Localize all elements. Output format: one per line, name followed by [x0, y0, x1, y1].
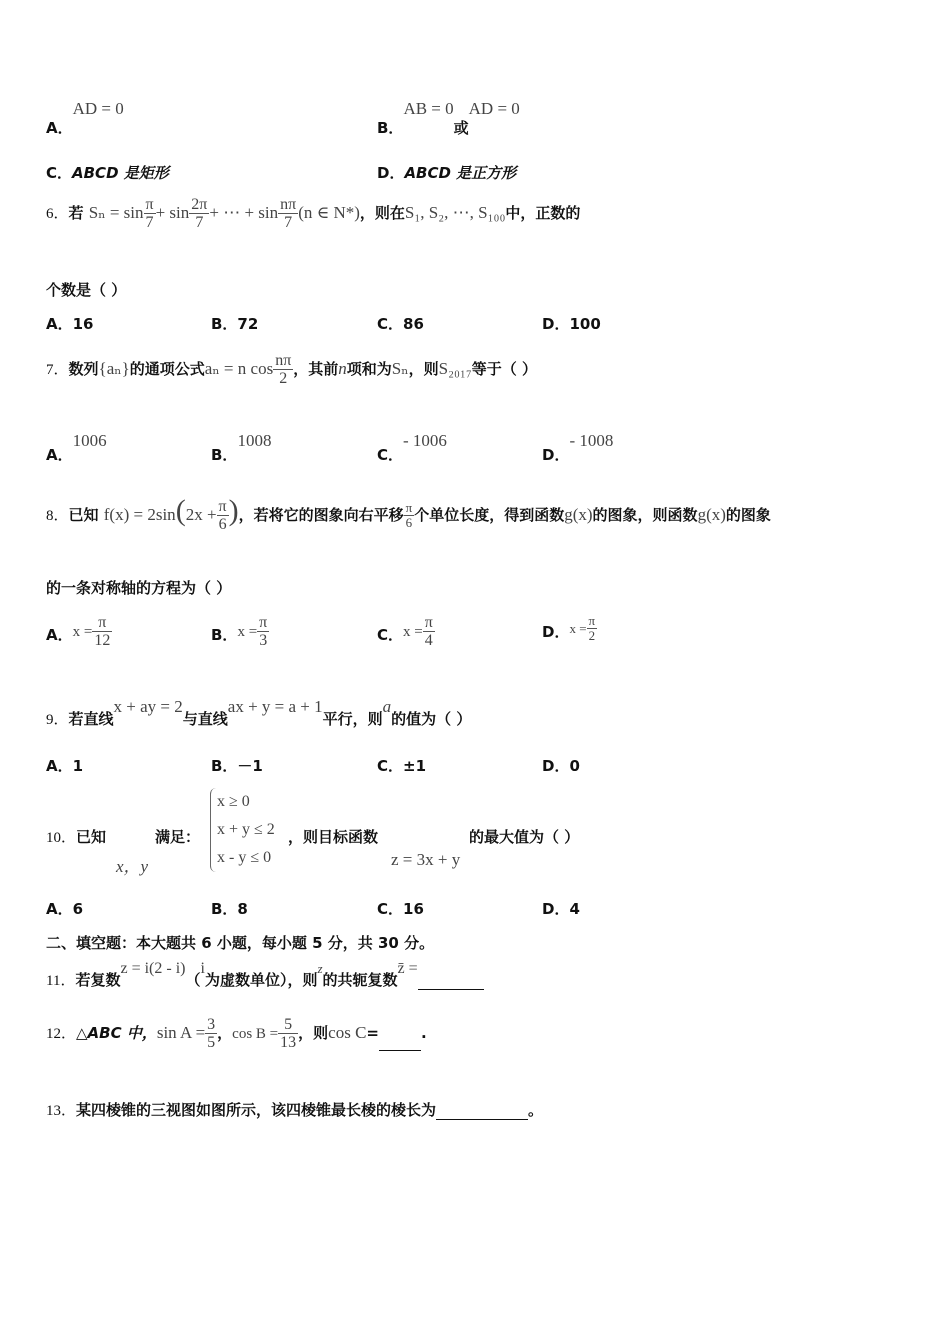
denominator: 12 [94, 632, 111, 649]
answer-blank[interactable] [436, 1101, 528, 1120]
question-number: 7． [46, 362, 69, 378]
q8-g2: g(x) [697, 505, 726, 524]
numerator: π [424, 614, 433, 631]
q6-option-c: C．86 [377, 315, 424, 333]
numerator: π [92, 614, 112, 632]
q6-frac3 [278, 196, 298, 231]
option-label: B． [377, 119, 404, 137]
q5-a-expr: AD = 0 [72, 99, 124, 118]
q7-option-a [46, 430, 107, 464]
q12-text: △ABC 中， [76, 1024, 157, 1042]
q10-option-b: B．8 [211, 900, 248, 918]
q5-option-b [377, 99, 520, 137]
q7-text: ，则 [408, 360, 439, 378]
q7-s2017: S₂₀₁₇ [438, 359, 472, 378]
q8-expr: f(x) = 2sin [103, 505, 176, 524]
option-label: C． [46, 164, 73, 182]
q6-option-b: B．72 [211, 315, 259, 333]
q12-text: ， [217, 1024, 233, 1042]
section-heading: 二、填空题：本大题共 6 小题，每小题 5 分，共 30 分。 [46, 934, 435, 952]
option-label: A． [46, 626, 73, 644]
q6-frac2 [189, 196, 209, 231]
denominator: 4 [424, 632, 433, 649]
option-value: - 1008 [569, 431, 614, 450]
q10-text-objective: ，则目标函数 [288, 828, 379, 846]
q8-option-a [46, 614, 112, 649]
q6-option-a: A．16 [46, 315, 94, 333]
numerator: π [145, 196, 154, 213]
numerator: 2π [191, 196, 208, 213]
q7-option-b [211, 430, 272, 464]
q5-option-c [46, 162, 169, 183]
option-label: D． [377, 164, 405, 182]
q7-option-d [542, 430, 614, 464]
q7-n: n [338, 359, 347, 378]
q6-middle: ，则在 [359, 204, 405, 222]
option-value: - 1006 [403, 431, 447, 450]
q12-text: = [366, 1024, 379, 1042]
numerator: nπ [280, 196, 297, 213]
question-number: 8． [46, 508, 69, 524]
answer-blank[interactable] [418, 971, 484, 990]
q7-sn: Sₙ [391, 359, 409, 378]
q5-c-text: ABCD 是矩形 [72, 164, 169, 182]
q8-option-b [211, 614, 269, 649]
q7-text: 等于（ ） [471, 360, 538, 378]
option-value: 1006 [72, 431, 107, 450]
constraint: x + y ≤ 2 [217, 821, 275, 838]
option-frac [423, 614, 435, 649]
denominator: 7 [195, 214, 204, 231]
q10-text-satisfy: 满足： [155, 828, 201, 846]
q10-vars: x，y [116, 857, 149, 876]
question-number: 11． [46, 973, 76, 989]
q11-text: 若复数 [75, 971, 121, 989]
q9-text: 平行，则 [322, 710, 383, 728]
option-label: C． [377, 626, 404, 644]
q11-i: i [200, 960, 205, 977]
option-prefix: x = [237, 624, 258, 640]
denominator: 6 [218, 516, 227, 533]
numerator: π [218, 498, 227, 515]
q9-option-c: C．±1 [377, 757, 427, 775]
q6-dots-sin: + ⋯ + sin [209, 203, 279, 222]
q6-stem-line2: 个数是（ ） [46, 281, 127, 299]
option-frac [257, 614, 269, 649]
numerator: nπ [275, 352, 292, 369]
denominator: 6 [405, 515, 413, 530]
q11-stem [46, 957, 484, 989]
q11-zbar: z̄ = [397, 960, 418, 977]
q5-d-text: ABCD 是正方形 [404, 164, 517, 182]
option-prefix: x = [72, 624, 93, 640]
numerator: 3 [207, 1016, 216, 1033]
denominator: 2 [588, 628, 596, 643]
q6-stem [46, 196, 580, 231]
q9-stem [46, 696, 472, 728]
q7-stem [46, 352, 537, 387]
q11-z: z = i(2 - i) [120, 960, 186, 977]
q8-inner: 2x + [185, 505, 217, 524]
q6-prefix: 若 [68, 204, 84, 222]
q9-option-d: D．0 [542, 757, 580, 775]
option-label: A． [46, 446, 73, 464]
q8-text: 已知 [68, 506, 99, 524]
option-value: 1008 [237, 431, 272, 450]
q11-text: （ [185, 971, 201, 989]
q8-text: 的图象，则函数 [592, 506, 698, 524]
q7-seq: {aₙ} [98, 359, 130, 378]
denominator: 3 [259, 632, 268, 649]
q9-text: 的值为（ ） [391, 710, 472, 728]
q10-system [210, 788, 275, 872]
option-label: D． [542, 623, 570, 641]
q5-b-expr1: AB = 0 [403, 99, 454, 118]
q12-sin: sin A = [156, 1023, 206, 1042]
q12-text: ，则 [298, 1024, 329, 1042]
q8-option-c [377, 614, 435, 649]
constraint: x - y ≤ 0 [217, 849, 272, 866]
option-prefix: x = [569, 621, 587, 636]
q9-line1: x + ay = 2 [113, 697, 183, 716]
q9-a: a [382, 697, 392, 716]
q5-option-d [377, 162, 516, 183]
q10-objective: z = 3x + y [391, 850, 461, 869]
q9-option-b: B．－1 [211, 757, 263, 775]
q9-text: 与直线 [182, 710, 228, 728]
numerator: π [588, 613, 596, 628]
q6-option-d: D．100 [542, 315, 601, 333]
option-label: B． [211, 626, 238, 644]
q6-expr-left: Sₙ = sin [88, 203, 144, 222]
option-label: C． [377, 446, 404, 464]
q7-frac [273, 352, 293, 387]
denominator: 5 [207, 1034, 216, 1051]
q7-text: 数列 [68, 360, 99, 378]
q6-suffix: 中，正数的 [505, 204, 581, 222]
q9-line2: ax + y = a + 1 [227, 697, 323, 716]
q13-text: 某四棱锥的三视图如图所示，该四棱锥最长棱的棱长为 [76, 1101, 437, 1119]
q8-stem [46, 494, 771, 533]
q11-text: 的共轭复数 [322, 971, 398, 989]
q10-constraints [210, 788, 275, 872]
q10-option-d: D．4 [542, 900, 580, 918]
option-label: B． [211, 446, 238, 464]
q8-g1: g(x) [564, 505, 593, 524]
q11-text: 为虚数单位），则 [204, 971, 318, 989]
question-number: 10． [46, 830, 77, 846]
constraint: x ≥ 0 [217, 793, 250, 810]
q5-b-expr2: AD = 0 [468, 99, 520, 118]
numerator: 5 [278, 1016, 298, 1034]
q10-text-max: 的最大值为（ ） [469, 828, 580, 846]
q8-shift [404, 501, 415, 530]
option-label: D． [542, 446, 570, 464]
option-prefix: x = [403, 624, 423, 640]
q10-stem [46, 826, 106, 847]
q9-option-a: A．1 [46, 757, 84, 775]
q7-text: ，其前 [293, 360, 339, 378]
q6-domain: (n ∈ N*) [298, 203, 360, 222]
question-number: 9． [46, 712, 69, 728]
q5-option-a [46, 99, 124, 137]
q12-cos-frac [278, 1016, 298, 1051]
q13-stem [46, 1099, 543, 1120]
numerator: π [259, 614, 268, 631]
q7-expr: aₙ = n cos [204, 359, 274, 378]
q8-paren: ) [228, 494, 239, 527]
q8-stem-line2: 的一条对称轴的方程为（ ） [46, 579, 232, 597]
q7-text: 项和为 [346, 360, 392, 378]
denominator: 7 [145, 214, 154, 231]
q11-zz: z [317, 961, 323, 976]
q8-text: 个单位长度，得到函数 [414, 506, 565, 524]
q12-sin-frac [205, 1016, 217, 1051]
answer-blank[interactable] [379, 1032, 421, 1051]
question-number: 12． [46, 1026, 77, 1042]
denominator: 13 [280, 1034, 297, 1051]
numerator: π [405, 500, 413, 515]
question-number: 13． [46, 1103, 77, 1119]
q9-text: 若直线 [68, 710, 114, 728]
q12-stem [46, 1016, 427, 1051]
denominator: 2 [279, 370, 288, 387]
q8-paren: ( [175, 494, 186, 527]
q8-frac [217, 498, 229, 533]
q6-frac1 [144, 196, 156, 231]
q8-text: 的图象 [725, 506, 771, 524]
q13-end: 。 [528, 1101, 544, 1119]
q8-text: ，若将它的图象向右平移 [238, 506, 404, 524]
q7-option-c [377, 430, 447, 464]
q6-seq: S₁, S₂, ⋯, S₁₀₀ [404, 203, 506, 222]
q12-cosc: cos C [328, 1023, 367, 1042]
q6-plus-sin: + sin [155, 203, 190, 222]
q5-b-or: 或 [453, 119, 469, 137]
option-frac [587, 614, 598, 643]
denominator: 7 [284, 214, 293, 231]
q10-text: 已知 [76, 828, 107, 846]
q12-cos: cos B = [232, 1026, 279, 1042]
option-frac [92, 614, 112, 649]
question-number: 6． [46, 206, 69, 222]
q10-option-c: C．16 [377, 900, 424, 918]
q8-option-d [542, 614, 597, 643]
q10-option-a: A．6 [46, 900, 84, 918]
q7-text: 的通项公式 [129, 360, 205, 378]
option-label: A． [46, 119, 73, 137]
q12-text: . [420, 1024, 427, 1042]
